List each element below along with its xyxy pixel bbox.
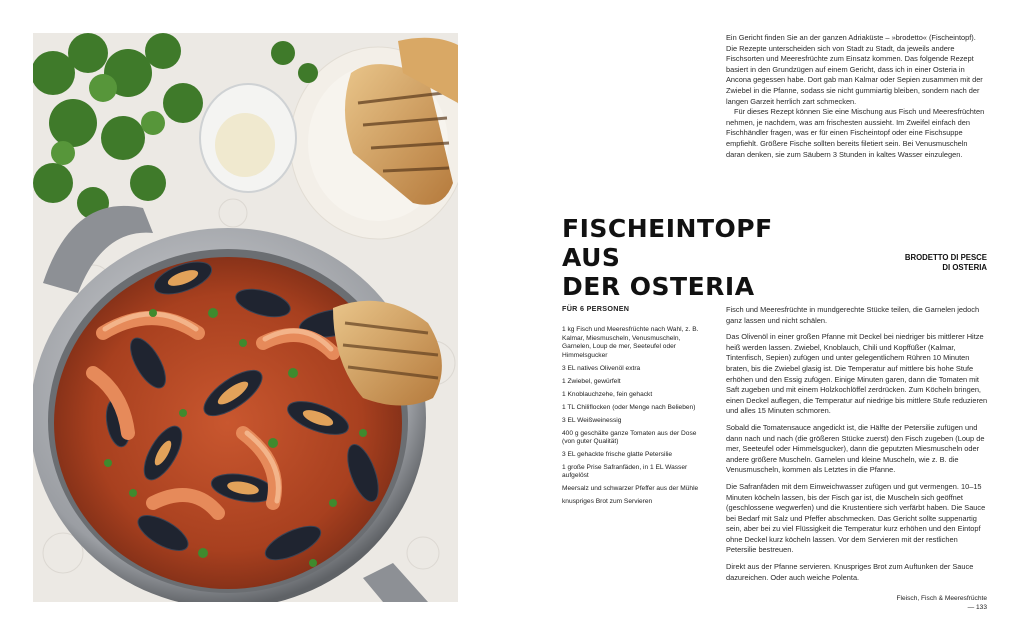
method-step: Die Safranfäden mit dem Einweichwasser zufügen und gut vermengen. 10–15 Minuten köcheln lassen, bis der Fisch gar ist, die Muscheln sich geöffnet (geschlossene wegwerfen) und die Krustentiere sich verfärbt haben. Die Sauce bei Bedarf mit Salz und Pfeffer abschmecken. Das Gericht sollte suppenartig sein, aber bei zu viel Flüssigkeit die Temperatur kurz erhöhen und den Eintopf ohne Deckel kurz köcheln lassen. Vor dem Servieren mit der restlichen Petersilie bestreuen. xyxy=(726,481,986,555)
intro-paragraph: Für dieses Rezept können Sie eine Mischung aus Fisch und Meeresfrüchten nehmen, je nachdem, was am frischesten aussieht. Im Zweifel einfach den Fischhändler fragen, was er für einen Fischeintopf oder eine Fischsuppe empfiehlt. Größere Fische sollten bereits filetiert sein. Bei Venusmuscheln daran denken, sie zum Säubern 3 Stunden in kaltes Wasser einzulegen. xyxy=(726,107,985,159)
fish-stew-photo-icon xyxy=(33,33,458,602)
recipe-title xyxy=(562,214,822,301)
recipe-title-line: DER OSTERIA xyxy=(562,272,755,301)
section-name: Fleisch, Fisch & Meeresfrüchte xyxy=(896,595,987,602)
ingredients-list xyxy=(562,305,700,511)
ingredient-item: Meersalz und schwarzer Pfeffer aus der Mühle xyxy=(562,485,699,493)
ingredient-item: 1 TL Chiliflocken (oder Menge nach Belieben) xyxy=(562,403,696,411)
wine-glass-icon xyxy=(200,84,296,192)
ingredient-item: 1 kg Fisch und Meeresfrüchte nach Wahl, z. B. Kalmar, Miesmuscheln, Venusmuscheln, Garnelen, Loup de mer, Seeteufel oder Himmelsgucker xyxy=(562,326,699,359)
ingredient-item: 3 EL gehackte frische glatte Petersilie xyxy=(562,451,673,459)
recipe-subtitle-line: DI OSTERIA xyxy=(942,262,987,272)
page-footer xyxy=(896,594,987,612)
intro-text xyxy=(726,33,988,160)
method-step: Das Olivenöl in einer großen Pfanne mit Deckel bei niedriger bis mittlerer Hitze heiß werden lassen. Zwiebel, Knoblauch, Chili und Kopffüßer (Kalmar, Tintenfisch, Sepien) zufügen und unter gelegentlichem Rühren 10 Minuten braten, bis die Zwiebel glasig ist. Die Temperatur auf mittlere bis hohe Stufe erhöhen und den Essig zufügen. Einige Minuten garen, dann die Tomaten mit Saft zugeben und mit einem Holzkochlöffel zerdrücken. Zum Köcheln bringen, einen Deckel auflegen, die Temperatur auf niedrige bis mittlere Stufe reduzieren und alles 15 Minuten schmoren. xyxy=(726,332,988,416)
method-step: Fisch und Meeresfrüchte in mundgerechte Stücke teilen, die Garnelen jedoch ganz lassen und nicht schälen. xyxy=(726,305,980,325)
recipe-subtitle-line: BRODETTO DI PESCE xyxy=(904,253,987,262)
recipe-photo xyxy=(33,33,458,602)
ingredient-item: 3 EL natives Olivenöl extra xyxy=(562,364,641,372)
ingredient-item: 1 Knoblauchzehe, fein gehackt xyxy=(562,390,653,398)
ingredient-item: 3 EL Weißweinessig xyxy=(562,416,622,424)
ingredient-item: 400 g geschälte ganze Tomaten aus der Dose (von guter Qualität) xyxy=(562,429,697,446)
ingredient-item: 1 Zwiebel, gewürfelt xyxy=(562,377,621,385)
method-text xyxy=(726,305,988,589)
method-step: Sobald die Tomatensauce angedickt ist, die Hälfte der Petersilie zufügen und dann nach und nach (die größeren Stücke zuerst) den Fisch zugeben (Loup de mer, Seeteufel oder Himmelsgucker), dann die geputzten Miesmuscheln oder andere größere Muscheln. Garnelen und kleine Muscheln, wie z. B. die Venusmuscheln, kommen als Letztes in die Pfanne. xyxy=(726,422,985,475)
ingredient-item: knuspriges Brot zum Servieren xyxy=(562,498,653,506)
page-number: — 133 xyxy=(967,604,987,611)
ingredient-item: 1 große Prise Safranfäden, in 1 EL Wasser aufgelöst xyxy=(562,464,688,480)
servings-heading: FÜR 6 PERSONEN xyxy=(562,304,630,313)
recipe-title-line: FISCHEINTOPF AUS xyxy=(562,214,773,272)
intro-paragraph: Ein Gericht finden Sie an der ganzen Adriaküste – »brodetto« (Fischeintopf). Die Rezepte unterscheiden sich von Stadt zu Stadt, da jeweils andere Fischsorten und Meeresfrüchte zum Einsatz kommen. Das folgende Rezept basiert in den Grundzügen auf einem Gericht, dass ich in einer Osteria in Ancona gegessen habe. Dort gab man Kalmar oder Sepien zusammen mit der Zwiebel in die Pfanne, sodass sie nicht gummiartig bleiben, sondern nach der langen Garzeit herrlich zart schmecken. xyxy=(726,33,983,106)
recipe-subtitle xyxy=(905,253,987,272)
method-step: Direkt aus der Pfanne servieren. Knuspriges Brot zum Auftunken der Sauce dazureichen. Oder auch weiche Polenta. xyxy=(726,562,974,582)
